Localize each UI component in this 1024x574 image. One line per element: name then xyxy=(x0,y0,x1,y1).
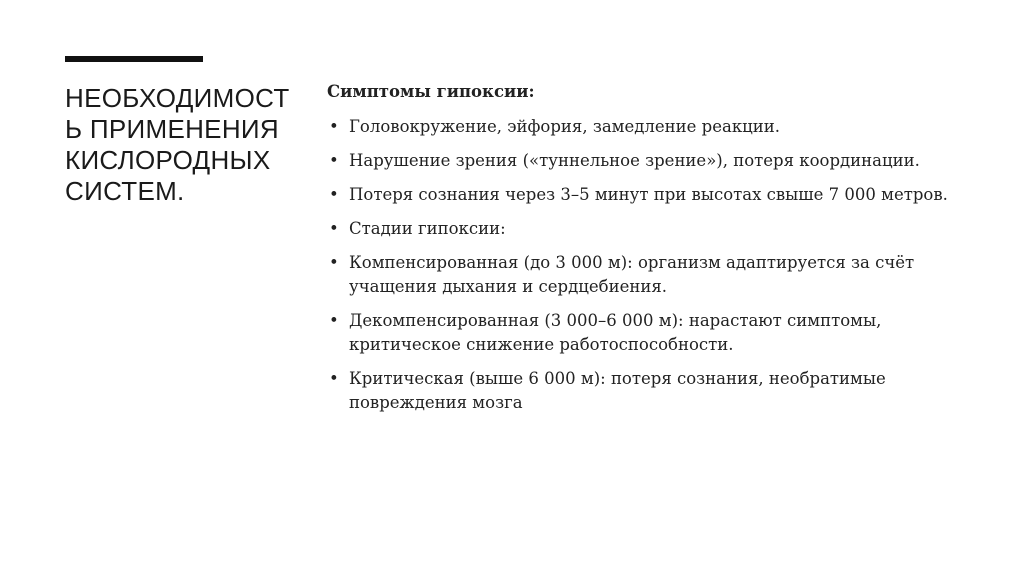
bullet-item xyxy=(327,183,967,207)
bullet-dot-icon: • xyxy=(329,311,339,330)
content-heading: Симптомы гипоксии: xyxy=(327,82,535,101)
bullet-text: Нарушение зрения («туннельное зрение»), потеря координации. xyxy=(349,151,920,170)
slide-title: НЕОБХОДИМОСТЬ ПРИМЕНЕНИЯ КИСЛОРОДНЫХ СИСТЕМ. xyxy=(65,83,290,206)
bullet-item xyxy=(327,115,967,139)
title-accent-bar xyxy=(65,56,203,62)
bullet-dot-icon: • xyxy=(329,369,339,388)
content-panel xyxy=(327,80,967,425)
bullet-item xyxy=(327,251,967,299)
bullet-text: Компенсированная (до 3 000 м): организм адаптируется за счёт учащения дыхания и сердцебиения. xyxy=(349,253,915,296)
bullet-dot-icon: • xyxy=(329,219,339,238)
bullet-text: Головокружение, эйфория, замедление реакции. xyxy=(349,117,780,136)
bullet-item xyxy=(327,217,967,241)
bullet-text: Потеря сознания через 3–5 минут при высотах свыше 7 000 метров. xyxy=(349,185,948,204)
bullet-item xyxy=(327,309,967,357)
bullet-dot-icon: • xyxy=(329,117,339,136)
bullet-text: Критическая (выше 6 000 м): потеря сознания, необратимые повреждения мозга xyxy=(349,369,886,412)
bullet-item xyxy=(327,149,967,173)
bullet-text: Стадии гипоксии: xyxy=(349,219,506,238)
bullet-dot-icon: • xyxy=(329,185,339,204)
bullet-item xyxy=(327,367,967,415)
bullet-dot-icon: • xyxy=(329,253,339,272)
bullet-dot-icon: • xyxy=(329,151,339,170)
bullet-text: Декомпенсированная (3 000–6 000 м): нарастают симптомы, критическое снижение работоспособности. xyxy=(349,311,882,354)
bullet-list xyxy=(327,115,967,415)
